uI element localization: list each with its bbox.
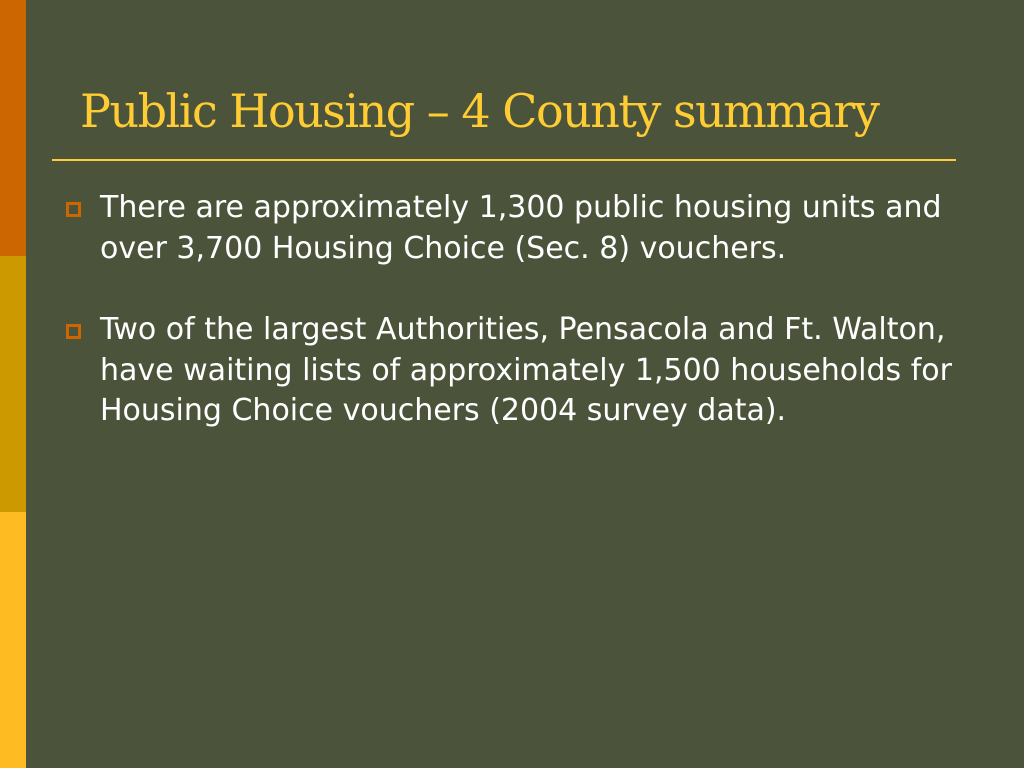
bullet-text: There are approximately 1,300 public housing units and over 3,700 Housing Choice (Sec. 8) vouchers.	[100, 190, 942, 266]
bullet-item	[62, 310, 962, 432]
slide-title: Public Housing – 4 County summary	[80, 84, 879, 138]
hollow-square-bullet-icon	[66, 202, 81, 217]
side-stripe-top	[0, 0, 26, 256]
bullet-text: Two of the largest Authorities, Pensacola and Ft. Walton, have waiting lists of approximately 1,500 households for Housing Choice vouchers (2004 survey data).	[100, 312, 952, 428]
side-stripe-middle	[0, 256, 26, 512]
title-underline	[52, 159, 956, 161]
side-stripe-bottom	[0, 512, 26, 768]
hollow-square-bullet-icon	[66, 324, 81, 339]
bullet-item	[62, 188, 962, 269]
bullet-list	[62, 188, 962, 473]
